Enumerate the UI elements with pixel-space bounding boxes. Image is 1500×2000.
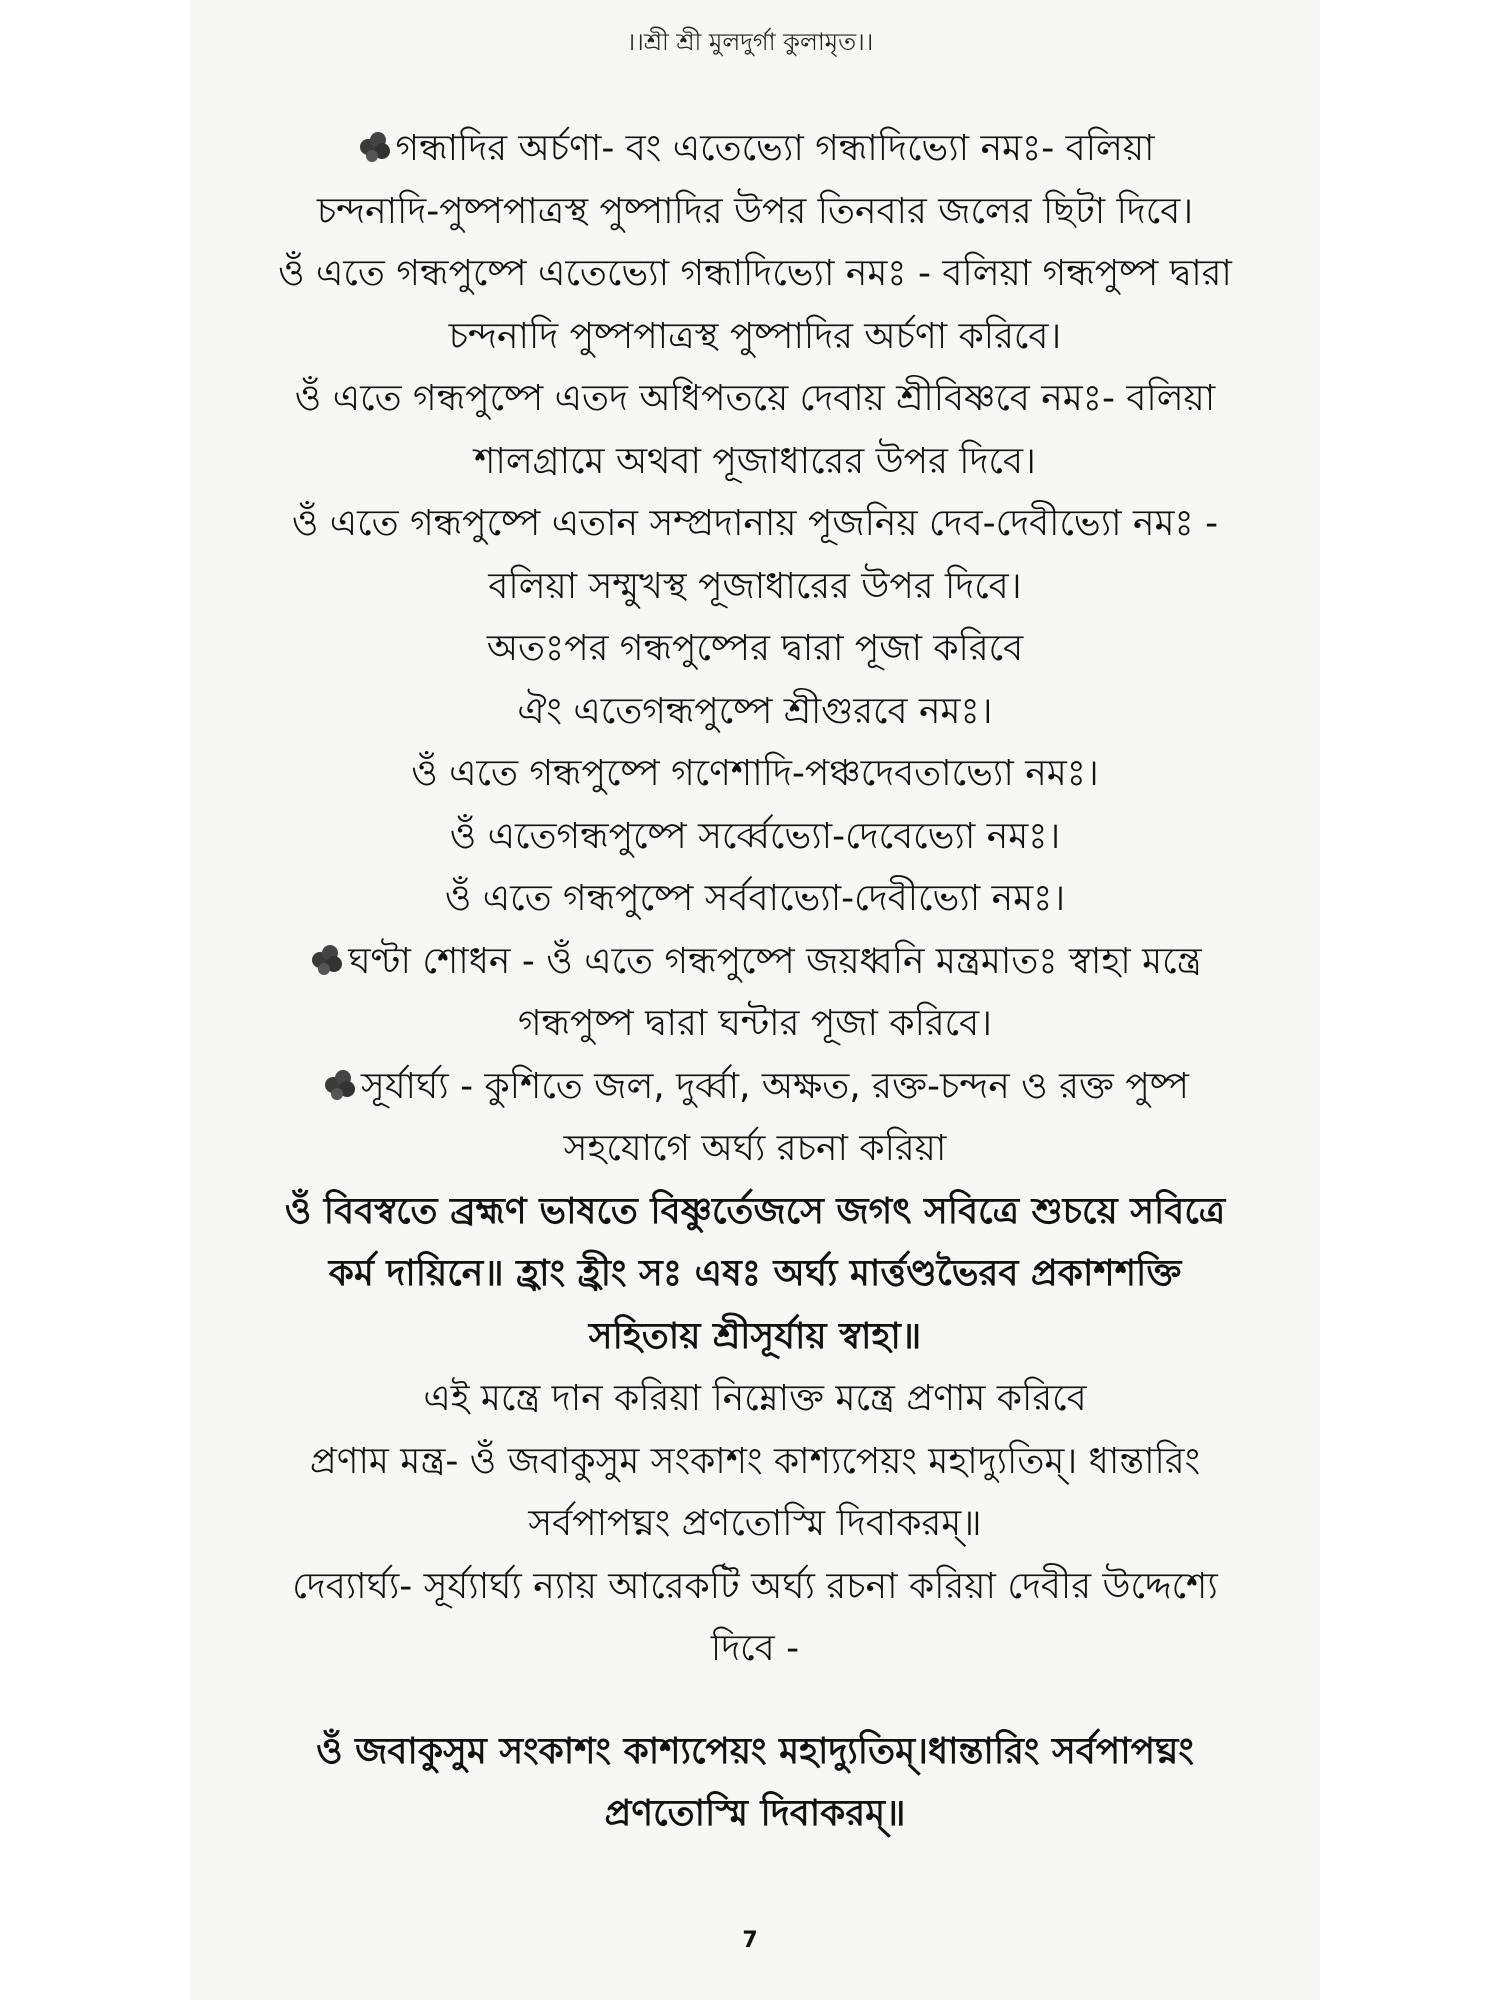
text-line: সর্বপাপঘ্নং প্রণতোস্মি দিবাকরম্॥ [528,1503,982,1544]
text-line [205,1056,1305,1119]
text-line: ওঁ এতে গন্ধপুষ্পে এতেভ্যো গন্ধাদিভ্যো নমঃ - বলিয়া গন্ধপুষ্প দ্বারা [278,253,1232,294]
flower-bullet-icon [321,1068,359,1102]
text-span: গন্ধাদির অর্চণা- বং এতেভ্যো গন্ধাদিভ্যো নমঃ- বলিয়া [395,128,1155,169]
text-line: এই মন্ত্রে দান করিয়া নিম্নোক্ত মন্ত্রে প্রণাম করিবে [423,1378,1087,1419]
text-line: শালগ্রামে অথবা পূজাধারের উপর দিবে। [474,440,1036,482]
text-line: সহযোগে অর্ঘ্য রচনা করিয়া [563,1128,947,1169]
text-line: ওঁ এতে গন্ধপুষ্পে এতদ অধিপতয়ে দেবায় শ্রীবিষ্ণবে নমঃ- বলিয়া [294,378,1216,419]
paragraph-gap [205,1681,1305,1721]
text-line: প্রণাম মন্ত্র- ওঁ জবাকুসুম সংকাশং কাশ্যপেয়ং মহাদ্যুতিম্। ধান্তারিং [309,1440,1201,1482]
text-line: বলিয়া সম্মুখস্থ পূজাধারের উপর দিবে। [488,565,1022,607]
text-line: ওঁ এতে গন্ধপুষ্পে এতান সম্প্রদানায় পূজনিয় দেব-দেবীভ্যো নমঃ - [291,503,1219,544]
text-line: গন্ধপুষ্প দ্বারা ঘন্টার পূজা করিবে। [517,1003,993,1044]
text-line: ওঁ এতে গন্ধপুষ্পে গণেশাদি-পঞ্চদেবতাভ্যো নমঃ। [411,753,1099,794]
text-line-bold: ওঁ জবাকুসুম সংকাশং কাশ্যপেয়ং মহাদ্যুতিম্।ধান্তারিং সর্বপাপঘ্নং [316,1730,1194,1772]
text-line-bold: প্রণতোস্মি দিবাকরম্॥ [604,1793,906,1834]
text-line: দেব্যার্ঘ্য- সূর্য্যার্ঘ্য ন্যায় আরেকটি অর্ঘ্য রচনা করিয়া দেবীর উদ্দেশ্যে [292,1565,1218,1607]
text-span: সূর্যার্ঘ্য - কুশিতে জল, দুর্ব্বা, অক্ষত, রক্ত-চন্দন ও রক্ত পুষ্প [361,1065,1189,1107]
text-line-bold: কর্ম দায়িনে॥ হ্রাং হ্রীং সঃ এষঃ অর্ঘ্য মার্ত্তণ্ডভৈরব প্রকাশশক্তি [328,1253,1182,1294]
text-line: ঐং এতেগন্ধপুষ্পে শ্রীগুরবে নমঃ। [517,690,993,732]
text-line: চন্দনাদি পুষ্পপাত্রস্থ পুষ্পাদির অর্চণা করিবে। [448,315,1062,357]
text-line [205,931,1305,994]
text-line-bold: সহিতায় শ্রীসূর্যায় স্বাহা॥ [588,1315,922,1357]
text-line [205,118,1305,181]
flower-bullet-icon [308,943,346,977]
flower-bullet-icon [356,130,394,164]
page-body [205,118,1305,1846]
page-number: 7 [742,1928,758,1953]
text-line: ওঁ এতেগন্ধপুষ্পে সর্ব্বেভ্যো-দেবেভ্যো নমঃ। [449,815,1061,857]
text-line-bold: ওঁ বিবস্বতে ব্রহ্মণ ভাষতে বিষ্ণুর্তেজসে জগৎ সবিত্রে শুচয়ে সবিত্রে [284,1190,1226,1232]
text-line: ওঁ এতে গন্ধপুষ্পে সর্ববাভ্যো-দেবীভ্যো নমঃ। [444,878,1066,919]
text-line: অতঃপর গন্ধপুষ্পের দ্বারা পূজা করিবে [486,628,1024,669]
text-line: দিবে - [710,1628,800,1669]
text-span: ঘণ্টা শোধন - ওঁ এতে গন্ধপুষ্পে জয়ধ্বনি মন্ত্রমাতঃ স্বাহা মন্ত্রে [348,940,1202,982]
page-header: ।।শ্রী শ্রী মুলদুর্গা কুলামৃত।। [626,28,874,56]
text-line: চন্দনাদি-পুষ্পপাত্রস্থ পুষ্পাদির উপর তিনবার জলের ছিটা দিবে। [316,190,1194,232]
